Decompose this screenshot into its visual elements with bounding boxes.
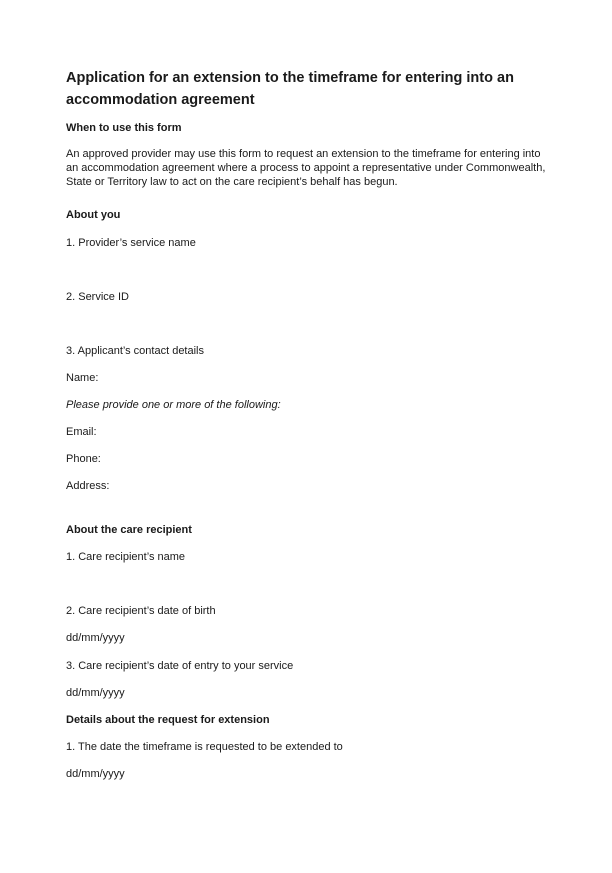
care-recipient-name-label: 1. Care recipient’s name (66, 551, 186, 563)
address-field-label: Address: (66, 480, 110, 492)
phone-field-label: Phone: (66, 453, 101, 465)
email-field-label: Email: (66, 426, 97, 438)
provider-service-name-label: 1. Provider’s service name (66, 237, 196, 249)
care-recipient-entry-date-format: dd/mm/yyyy (66, 687, 125, 699)
when-to-use-heading: When to use this form (66, 122, 182, 134)
extension-date-format: dd/mm/yyyy (66, 768, 125, 780)
form-title: Application for an extension to the timeframe for entering into an accommodation agreement (66, 70, 514, 108)
extension-date-label: 1. The date the timeframe is requested to be extended to (66, 741, 343, 753)
name-field-label: Name: (66, 372, 99, 384)
service-id-label: 2. Service ID (66, 291, 129, 303)
contact-instruction: Please provide one or more of the following: (66, 399, 281, 411)
extension-details-heading: Details about the request for extension (66, 714, 270, 726)
care-recipient-dob-format: dd/mm/yyyy (66, 632, 125, 644)
care-recipient-entry-date-label: 3. Care recipient’s date of entry to your service (66, 660, 294, 672)
applicant-contact-details-label: 3. Applicant’s contact details (66, 345, 204, 357)
when-to-use-paragraph: An approved provider may use this form to request an extension to the timeframe for entering into an accommodation agreement where a process to appoint a representative under Commonwealth, State or Territory law to act on the care recipient’s behalf has begun. (66, 148, 546, 188)
about-care-recipient-heading: About the care recipient (66, 524, 192, 536)
care-recipient-dob-label: 2. Care recipient’s date of birth (66, 605, 216, 617)
about-you-heading: About you (66, 209, 121, 221)
